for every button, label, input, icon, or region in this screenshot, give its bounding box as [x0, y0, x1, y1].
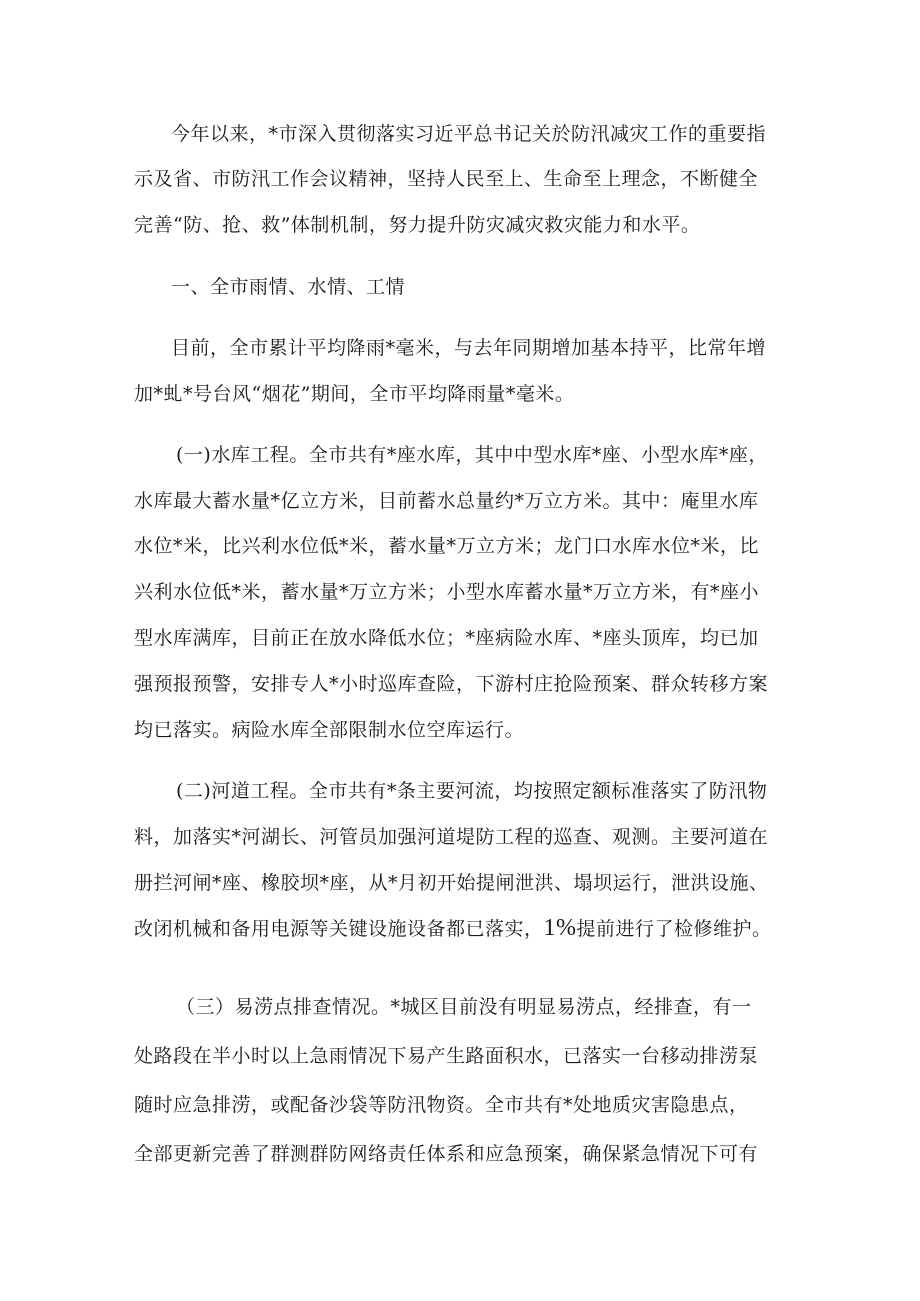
- paragraph-intro-line-1: 今年以来，*市深入贯彻落实习近平总书记关於防汛减灾工作的重要指: [171, 123, 767, 145]
- paragraph-reservoir-line-4: 兴利水位低*米，蓄水量*万立方米；小型水库蓄水量*万立方米，有*座小: [134, 581, 760, 603]
- paragraph-river-line-4: [134, 915, 772, 942]
- paragraph-reservoir-line-6: 强预报预警，安排专人*小时巡库查险，下游村庄抢险预案、群众转移方案: [134, 673, 769, 695]
- paragraph-rainfall-line-1: 目前，全市累计平均降雨*毫米，与去年同期增加基本持平，比常年增: [171, 337, 767, 359]
- paragraph-waterlogging-line-3: 随时应急排涝，或配备沙袋等防汛物资。全市共有*处地质灾害隐患点，: [134, 1094, 749, 1116]
- paragraph-river-line-2: 料，加落实*河湖长、河管员加强河道堤防工程的巡查、观测。主要河道在: [134, 826, 769, 848]
- paragraph-rainfall-line-2: 加*虬*号台风“烟花”期间，全市平均降雨量*毫米。: [134, 383, 575, 405]
- river-line-4-before: 改闭机械和备用电源等关键设施设备都已落实，: [134, 918, 544, 940]
- paragraph-reservoir-line-5: 型水库满库，目前正在放水降低水位；*座病险水库、*座头顶库，均已加: [134, 627, 759, 649]
- paragraph-waterlogging-line-1: （三）易涝点排查情况。*城区目前没有明显易涝点，经排查，有一: [176, 996, 752, 1018]
- paragraph-reservoir-line-1: (一)水库工程。全市共有*座水库，其中中型水库*座、小型水库*座，: [176, 444, 768, 466]
- paragraph-river-line-1: (二)河道工程。全市共有*条主要河流，均按照定额标准落实了防汛物: [176, 780, 768, 802]
- river-line-4-after: 提前进行了检修维护。: [576, 918, 772, 940]
- paragraph-reservoir-line-2: 水库最大蓄水量*亿立方米，目前蓄水总量约*万立方米。其中：庵里水库: [134, 490, 759, 512]
- percent-figure: 1%: [543, 915, 577, 941]
- paragraph-waterlogging-line-4: 全部更新完善了群测群防网络责任体系和应急预案，确保紧急情况下可有: [134, 1143, 759, 1165]
- section-heading: 一、全市雨情、水情、工情: [171, 276, 406, 298]
- paragraph-intro-line-3: 完善“防、抢、救”体制机制，努力提升防灾减灾救灾能力和水平。: [134, 214, 701, 236]
- paragraph-waterlogging-line-2: 处路段在半小时以上急雨情况下易产生路面积水，已落实一台移动排涝泵: [134, 1045, 759, 1067]
- paragraph-reservoir-line-7: 均已落实。病险水库全部限制水位空库运行。: [134, 719, 525, 741]
- paragraph-reservoir-line-3: 水位*米，比兴利水位低*米，蓄水量*万立方米；龙门口水库水位*米，比: [134, 535, 760, 557]
- paragraph-river-line-3: 册拦河闸*座、橡胶坝*座，从*月初开始提闸泄洪、塌坝运行，泄洪设施、: [134, 872, 769, 894]
- paragraph-intro-line-2: 示及省、市防汛工作会议精神，坚持人民至上、生命至上理念，不断健全: [134, 168, 759, 190]
